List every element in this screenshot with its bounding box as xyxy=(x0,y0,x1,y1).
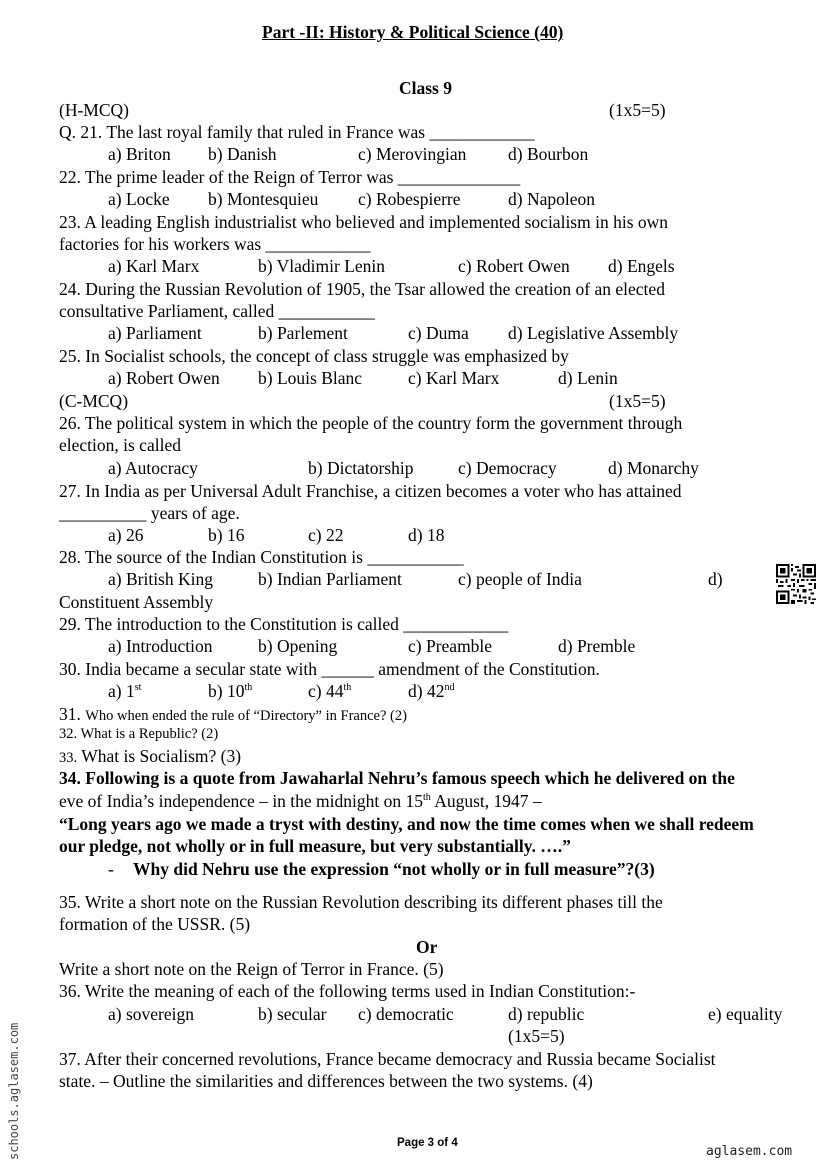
option: b) Louis Blanc xyxy=(258,368,363,388)
question-24-line-1: 24. During the Russian Revolution of 1905, the Tsar allowed the creation of an elected xyxy=(59,279,665,299)
option: b) Parlement xyxy=(258,323,348,343)
site-watermark: aglasem.com xyxy=(706,1144,793,1159)
page-number: Page 3 of 4 xyxy=(397,1137,458,1149)
question-30: 30. India became a secular state with ______ amendment of the Constitution. xyxy=(59,659,600,679)
option: c) Merovingian xyxy=(358,144,467,164)
side-watermark: schools.aglasem.com xyxy=(7,1022,21,1160)
section-label-c-mcq: (C-MCQ) xyxy=(59,391,129,411)
option: d) Premble xyxy=(558,636,636,656)
option: c) Democracy xyxy=(458,458,557,478)
option: b) Opening xyxy=(258,636,338,656)
question-34-line-1: 34. Following is a quote from Jawaharlal Nehru’s famous speech which he delivered on the xyxy=(59,768,735,788)
section-marks-c-mcq: (1x5=5) xyxy=(609,391,666,411)
option: a) 1st xyxy=(108,681,142,701)
option: a) sovereign xyxy=(108,1004,195,1024)
question-23-line-1: 23. A leading English industrialist who believed and implemented socialism in his own xyxy=(59,212,669,232)
option: b) Dictatorship xyxy=(308,458,414,478)
bullet-dash: - xyxy=(108,859,114,879)
option: a) Locke xyxy=(108,189,170,209)
option: d) Legislative Assembly xyxy=(508,323,679,343)
class-label: Class 9 xyxy=(399,78,452,98)
nehru-quote-line-1: “Long years ago we made a tryst with destiny, and now the time comes when we shall redeem xyxy=(59,814,754,834)
option: a) British King xyxy=(108,569,213,589)
option: c) Robespierre xyxy=(358,189,461,209)
question-29: 29. The introduction to the Constitution is called ____________ xyxy=(59,614,509,634)
question-35-alternative: Write a short note on the Reign of Terror in France. (5) xyxy=(59,959,444,979)
option: d) xyxy=(708,569,723,589)
option: a) Karl Marx xyxy=(108,256,200,276)
option: c) democratic xyxy=(358,1004,454,1024)
option: d) Bourbon xyxy=(508,144,589,164)
question-32: 32. What is a Republic? (2) xyxy=(59,726,219,742)
question-34-sub: Why did Nehru use the expression “not wholly or in full measure”?(3) xyxy=(133,859,655,879)
option: c) Karl Marx xyxy=(408,368,500,388)
question-22: 22. The prime leader of the Reign of Terror was ______________ xyxy=(59,167,521,187)
section-marks-h-mcq: (1x5=5) xyxy=(609,100,666,120)
option: b) 16 xyxy=(208,525,245,545)
section-label-h-mcq: (H-MCQ) xyxy=(59,100,129,120)
qr-code-icon xyxy=(776,564,816,604)
question-31: 31. Who when ended the rule of “Directory” in France? (2) xyxy=(59,704,407,724)
option: c) Preamble xyxy=(408,636,493,656)
option: d) Lenin xyxy=(558,368,618,388)
question-33: 33. What is Socialism? (3) xyxy=(59,746,242,766)
or-separator: Or xyxy=(416,937,438,957)
option: c) Robert Owen xyxy=(458,256,570,276)
option: e) equality xyxy=(708,1004,783,1024)
nehru-quote-line-2: our pledge, not wholly or in full measure, but very substantially. ….” xyxy=(59,836,571,856)
option: a) Parliament xyxy=(108,323,202,343)
question-36-marks: (1x5=5) xyxy=(508,1026,565,1046)
option: d) 18 xyxy=(408,525,445,545)
option: c) Duma xyxy=(408,323,469,343)
question-25: 25. In Socialist schools, the concept of class struggle was emphasized by xyxy=(59,346,569,366)
question-34-line-2: eve of India’s independence – in the midnight on 15th August, 1947 – xyxy=(59,791,542,811)
option: d) Napoleon xyxy=(508,189,595,209)
option: c) 44th xyxy=(308,681,352,701)
option: a) Autocracy xyxy=(108,458,198,478)
question-26-line-1: 26. The political system in which the people of the country form the government through xyxy=(59,413,683,433)
option: a) Briton xyxy=(108,144,171,164)
question-36: 36. Write the meaning of each of the following terms used in Indian Constitution:- xyxy=(59,981,636,1001)
question-27-line-2: __________ years of age. xyxy=(59,503,240,523)
option: b) 10th xyxy=(208,681,253,701)
option: d) republic xyxy=(508,1004,585,1024)
option: d) Monarchy xyxy=(608,458,699,478)
option-wrap: Constituent Assembly xyxy=(59,592,214,612)
option: b) secular xyxy=(258,1004,327,1024)
option: d) Engels xyxy=(608,256,675,276)
option: a) 26 xyxy=(108,525,144,545)
question-28: 28. The source of the Indian Constitution is ___________ xyxy=(59,547,464,567)
question-37-line-1: 37. After their concerned revolutions, France became democracy and Russia became Socialist xyxy=(59,1049,716,1069)
option: c) 22 xyxy=(308,525,344,545)
option: b) Danish xyxy=(208,144,277,164)
option: b) Indian Parliament xyxy=(258,569,402,589)
option: a) Introduction xyxy=(108,636,213,656)
page-title: Part -II: History & Political Science (40) xyxy=(262,22,564,42)
question-21: Q. 21. The last royal family that ruled in France was ____________ xyxy=(59,122,535,142)
option: b) Montesquieu xyxy=(208,189,319,209)
question-26-line-2: election, is called xyxy=(59,435,181,455)
question-24-line-2: consultative Parliament, called ___________ xyxy=(59,301,375,321)
question-35-line-1: 35. Write a short note on the Russian Revolution describing its different phases till the xyxy=(59,892,663,912)
option: c) people of India xyxy=(458,569,582,589)
question-23-line-2: factories for his workers was ____________ xyxy=(59,234,371,254)
option: a) Robert Owen xyxy=(108,368,220,388)
question-37-line-2: state. – Outline the similarities and differences between the two systems. (4) xyxy=(59,1071,593,1091)
question-27-line-1: 27. In India as per Universal Adult Franchise, a citizen becomes a voter who has attained xyxy=(59,481,682,501)
option: d) 42nd xyxy=(408,681,455,701)
option: b) Vladimir Lenin xyxy=(258,256,386,276)
question-35-line-2: formation of the USSR. (5) xyxy=(59,914,251,934)
